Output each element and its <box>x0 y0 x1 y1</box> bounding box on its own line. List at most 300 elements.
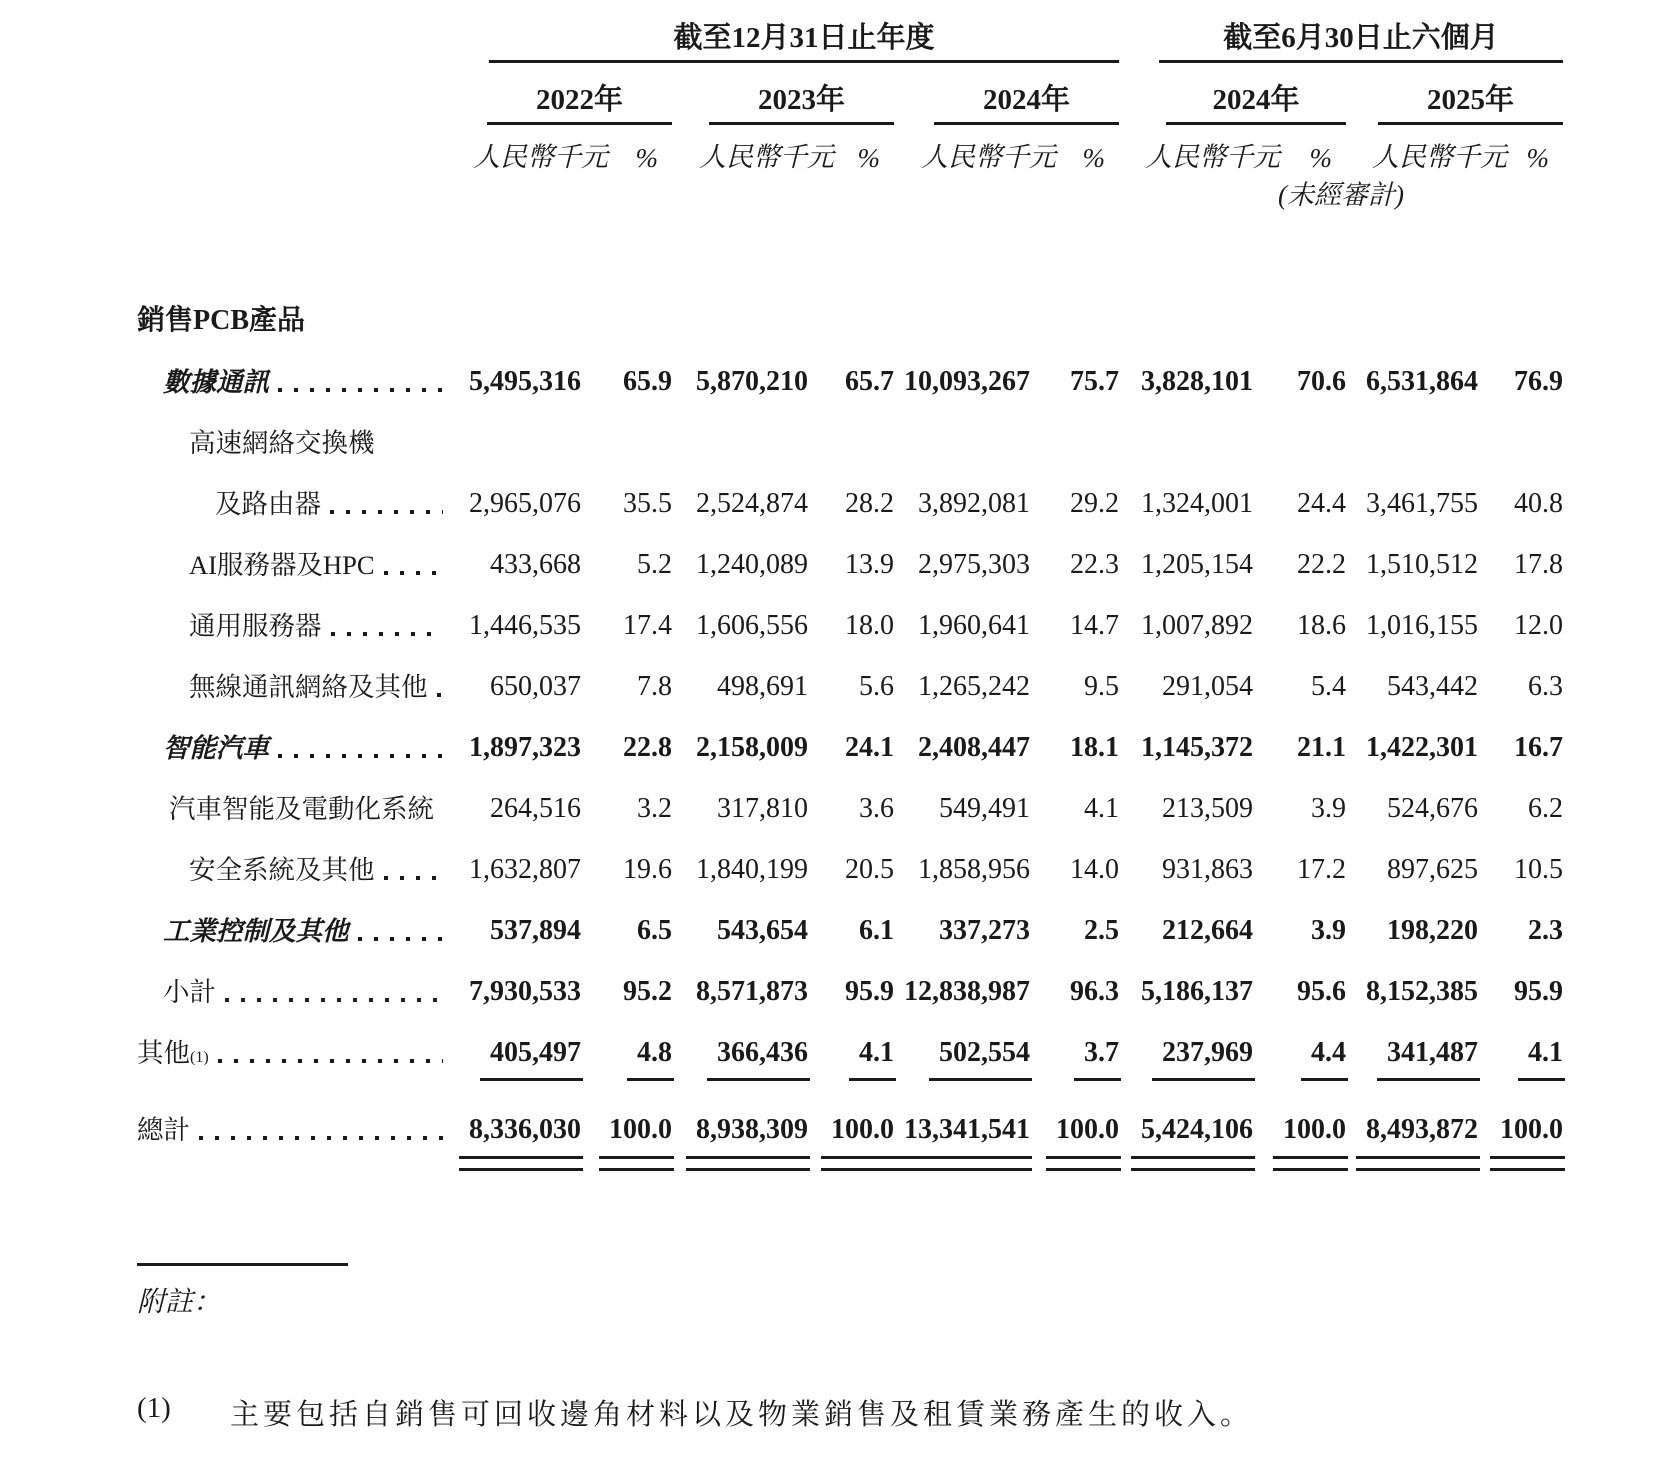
cell-value: 6,531,864 <box>1366 366 1478 397</box>
cell-value: 524,676 <box>1387 793 1478 824</box>
value-cell <box>1346 428 1478 470</box>
section-header-label: 銷售PCB產品 <box>137 305 306 336</box>
cell-value: 40.8 <box>1514 488 1563 519</box>
pct-cell <box>581 1038 672 1080</box>
cell-value: 4.1 <box>1084 793 1119 824</box>
pct-cell <box>1030 855 1119 897</box>
year-label-2024: 2024年 <box>934 79 1119 125</box>
table-row <box>137 653 1668 714</box>
table-row <box>137 836 1668 897</box>
row-label-cell <box>137 855 447 897</box>
pct-cell <box>808 916 894 958</box>
value-cell <box>1119 611 1253 653</box>
cell-value: 5,186,137 <box>1141 976 1253 1007</box>
pct-cell <box>581 916 672 958</box>
cell-value: 212,664 <box>1162 915 1253 946</box>
cell-value: 35.5 <box>623 488 672 519</box>
cell-value: 95.2 <box>623 976 672 1007</box>
value-cell <box>1119 367 1253 409</box>
cell-value: 549,491 <box>939 793 1030 824</box>
cell-value: 3.6 <box>859 793 894 824</box>
cell-value: 213,509 <box>1162 793 1253 824</box>
value-cell <box>894 733 1030 775</box>
row-label-sup: (1) <box>190 1049 209 1066</box>
value-cell <box>447 1115 581 1157</box>
pct-cell <box>581 367 672 409</box>
value-cell <box>1346 977 1478 1019</box>
pct-cell <box>1478 672 1563 714</box>
cell-value: 9.5 <box>1084 671 1119 702</box>
table-row <box>137 775 1668 836</box>
cell-value: 6.1 <box>859 915 894 946</box>
cell-value: 22.2 <box>1297 549 1346 580</box>
pct-cell <box>808 794 894 836</box>
value-cell <box>672 611 808 653</box>
cell-value: 75.7 <box>1070 366 1119 397</box>
pct-cell <box>808 550 894 592</box>
pct-cell <box>1478 916 1563 958</box>
row-label: 及路由器 <box>215 489 321 519</box>
table-row <box>137 1019 1668 1080</box>
unit-label-rmb-3: 人民幣千元 <box>921 142 1056 172</box>
value-cell <box>672 1038 808 1080</box>
unit-label-pct-4: % <box>1309 143 1332 173</box>
cell-value: 8,336,030 <box>469 1114 581 1145</box>
row-label-cell <box>137 733 447 775</box>
cell-value: 5,424,106 <box>1141 1114 1253 1145</box>
value-cell <box>1346 550 1478 592</box>
value-cell <box>894 855 1030 897</box>
cell-value: 650,037 <box>490 671 581 702</box>
cell-value: 2,975,303 <box>918 549 1030 580</box>
unit-label-pct-5: % <box>1526 143 1549 173</box>
pct-cell <box>1253 855 1346 897</box>
cell-value: 341,487 <box>1387 1037 1478 1068</box>
cell-value: 18.6 <box>1297 610 1346 641</box>
table-row <box>137 714 1668 775</box>
value-cell <box>447 733 581 775</box>
pct-cell <box>581 611 672 653</box>
cell-value: 16.7 <box>1514 732 1563 763</box>
value-cell <box>894 428 1030 470</box>
cell-value: 1,324,001 <box>1141 488 1253 519</box>
cell-value: 7,930,533 <box>469 976 581 1007</box>
cell-value: 24.1 <box>845 732 894 763</box>
row-label: 汽車智能及電動化系統 <box>169 794 434 824</box>
pct-cell <box>1030 1038 1119 1080</box>
row-label-cell <box>137 1038 447 1080</box>
row-label-cell <box>137 550 447 592</box>
pct-cell <box>1253 1038 1346 1080</box>
pct-cell <box>808 855 894 897</box>
pct-cell <box>1253 611 1346 653</box>
cell-value: 498,691 <box>717 671 808 702</box>
cell-value: 6.5 <box>637 915 672 946</box>
cell-value: 2,965,076 <box>469 488 581 519</box>
row-label-cell <box>137 916 447 958</box>
cell-value: 17.4 <box>623 610 672 641</box>
cell-value: 24.4 <box>1297 488 1346 519</box>
cell-value: 3,892,081 <box>918 488 1030 519</box>
value-cell <box>672 794 808 836</box>
pct-cell <box>808 672 894 714</box>
value-cell <box>1346 1038 1478 1080</box>
value-cell <box>1119 428 1253 470</box>
pct-cell <box>808 489 894 531</box>
pct-cell <box>581 1115 672 1157</box>
cell-value: 317,810 <box>717 793 808 824</box>
notes-label: 附註： <box>137 1287 222 1318</box>
cell-value: 8,152,385 <box>1366 976 1478 1007</box>
leader-dots <box>199 1136 443 1140</box>
value-cell <box>672 916 808 958</box>
cell-value: 65.9 <box>623 366 672 397</box>
unit-label-rmb-2: 人民幣千元 <box>699 142 834 172</box>
cell-value: 65.7 <box>845 366 894 397</box>
pct-cell <box>1253 489 1346 531</box>
value-cell <box>447 977 581 1019</box>
value-cell <box>447 428 581 470</box>
row-label-cell <box>137 794 447 836</box>
unit-label-pct-3: % <box>1082 143 1105 173</box>
row-label: AI服務器及HPC <box>189 550 375 580</box>
pct-cell <box>1030 977 1119 1019</box>
cell-value: 10,093,267 <box>904 366 1030 397</box>
footnote-item <box>137 1392 1668 1433</box>
footnote-block <box>137 1263 1668 1433</box>
leader-dots <box>384 571 443 575</box>
cell-value: 8,571,873 <box>696 976 808 1007</box>
pct-cell <box>1253 916 1346 958</box>
value-cell <box>894 489 1030 531</box>
pct-cell <box>1030 611 1119 653</box>
cell-value: 17.2 <box>1297 854 1346 885</box>
value-cell <box>1119 916 1253 958</box>
value-cell <box>1119 733 1253 775</box>
year-cell-2025-interim <box>1346 79 1563 125</box>
value-cell <box>894 1115 1030 1157</box>
cell-value: 4.4 <box>1311 1037 1346 1068</box>
cell-value: 8,493,872 <box>1366 1114 1478 1145</box>
cell-value: 1,422,301 <box>1366 732 1478 763</box>
cell-value: 14.7 <box>1070 610 1119 641</box>
value-cell <box>447 672 581 714</box>
year-cell-2024-interim <box>1119 79 1346 125</box>
pct-cell <box>581 977 672 1019</box>
pct-cell <box>1478 1115 1563 1157</box>
cell-value: 291,054 <box>1162 671 1253 702</box>
row-label-cell <box>137 367 447 409</box>
table-body <box>137 348 1668 1157</box>
cell-value: 931,863 <box>1162 854 1253 885</box>
value-cell <box>1119 489 1253 531</box>
cell-value: 100.0 <box>1056 1114 1119 1145</box>
cell-value: 1,960,641 <box>918 610 1030 641</box>
value-cell <box>894 794 1030 836</box>
pct-cell <box>1478 977 1563 1019</box>
year-label-2024-interim: 2024年 <box>1166 79 1346 125</box>
year-cell-2023 <box>672 79 894 125</box>
pct-cell <box>581 489 672 531</box>
value-cell <box>447 611 581 653</box>
period-annual-label: 截至12月31日止年度 <box>489 18 1119 63</box>
cell-value: 100.0 <box>1500 1114 1563 1145</box>
leader-dots <box>358 937 444 941</box>
row-label: 高速網絡交換機 <box>189 428 375 458</box>
cell-value: 100.0 <box>1283 1114 1346 1145</box>
row-label-cell <box>137 1115 447 1157</box>
cell-value: 1,840,199 <box>696 854 808 885</box>
value-cell <box>1346 855 1478 897</box>
cell-value: 1,205,154 <box>1141 549 1253 580</box>
cell-value: 1,606,556 <box>696 610 808 641</box>
table-row <box>137 1096 1668 1157</box>
cell-value: 100.0 <box>609 1114 672 1145</box>
pct-cell <box>808 367 894 409</box>
cell-value: 405,497 <box>490 1037 581 1068</box>
cell-value: 7.8 <box>637 671 672 702</box>
cell-value: 4.1 <box>859 1037 894 1068</box>
value-cell <box>447 489 581 531</box>
pct-cell <box>1253 1115 1346 1157</box>
year-header-row <box>137 79 1668 125</box>
cell-value: 5,495,316 <box>469 366 581 397</box>
cell-value: 8,938,309 <box>696 1114 808 1145</box>
cell-value: 1,145,372 <box>1141 732 1253 763</box>
cell-value: 1,632,807 <box>469 854 581 885</box>
value-cell <box>894 550 1030 592</box>
pct-cell <box>808 1038 894 1080</box>
leader-dots <box>331 632 444 636</box>
value-cell <box>1346 1115 1478 1157</box>
cell-value: 433,668 <box>490 549 581 580</box>
unaudited-spacer-1 <box>137 173 447 212</box>
pct-cell <box>1253 672 1346 714</box>
value-cell <box>672 489 808 531</box>
cell-value: 337,273 <box>939 915 1030 946</box>
cell-value: 5,870,210 <box>696 366 808 397</box>
section-header-cell <box>137 306 447 348</box>
row-label: 無線通訊網絡及其他 <box>189 672 428 702</box>
pct-cell <box>581 672 672 714</box>
value-cell <box>447 916 581 958</box>
unit-label-pct-2: % <box>857 143 880 173</box>
row-label: 小計 <box>163 977 216 1007</box>
cell-value: 1,510,512 <box>1366 549 1478 580</box>
value-cell <box>894 672 1030 714</box>
cell-value: 70.6 <box>1297 366 1346 397</box>
cell-value: 537,894 <box>490 915 581 946</box>
cell-value: 4.8 <box>637 1037 672 1068</box>
cell-value: 2.3 <box>1528 915 1563 946</box>
pct-cell <box>1030 428 1119 470</box>
footnote-rule <box>137 1263 348 1266</box>
leader-dots <box>278 388 443 392</box>
cell-value: 5.6 <box>859 671 894 702</box>
pct-cell <box>1253 794 1346 836</box>
pct-cell <box>1478 550 1563 592</box>
cell-value: 198,220 <box>1387 915 1478 946</box>
row-label: 其他 <box>137 1038 190 1068</box>
pct-cell <box>1030 794 1119 836</box>
value-cell <box>672 550 808 592</box>
cell-value: 1,265,242 <box>918 671 1030 702</box>
value-cell <box>894 1038 1030 1080</box>
cell-value: 3.9 <box>1311 915 1346 946</box>
cell-value: 3.9 <box>1311 793 1346 824</box>
cell-value: 1,240,089 <box>696 549 808 580</box>
cell-value: 5.4 <box>1311 671 1346 702</box>
unit-label-rmb-1: 人民幣千元 <box>473 142 608 172</box>
pct-cell <box>1478 794 1563 836</box>
value-cell <box>447 855 581 897</box>
value-cell <box>672 428 808 470</box>
cell-value: 95.9 <box>845 976 894 1007</box>
value-cell <box>1346 489 1478 531</box>
pct-cell <box>1253 550 1346 592</box>
value-cell <box>894 611 1030 653</box>
pct-cell <box>1478 367 1563 409</box>
table-row <box>137 592 1668 653</box>
unit-label-rmb-5: 人民幣千元 <box>1372 142 1507 172</box>
year-label-2023: 2023年 <box>709 79 894 125</box>
cell-value: 21.1 <box>1297 732 1346 763</box>
cell-value: 100.0 <box>831 1114 894 1145</box>
pct-cell <box>581 550 672 592</box>
cell-value: 2,524,874 <box>696 488 808 519</box>
cell-value: 19.6 <box>623 854 672 885</box>
value-cell <box>447 367 581 409</box>
leader-dots <box>384 876 444 880</box>
cell-value: 897,625 <box>1387 854 1478 885</box>
cell-value: 29.2 <box>1070 488 1119 519</box>
value-cell <box>447 550 581 592</box>
value-cell <box>447 794 581 836</box>
cell-value: 6.2 <box>1528 793 1563 824</box>
pct-cell <box>1253 428 1346 470</box>
cell-value: 2,408,447 <box>918 732 1030 763</box>
value-cell <box>672 1115 808 1157</box>
pct-cell <box>1478 733 1563 775</box>
pct-cell <box>1030 672 1119 714</box>
table-row <box>137 958 1668 1019</box>
cell-value: 366,436 <box>717 1037 808 1068</box>
pct-cell <box>1478 1038 1563 1080</box>
pct-cell <box>1478 855 1563 897</box>
pct-cell <box>581 428 672 470</box>
row-label: 智能汽車 <box>163 733 269 763</box>
unit-label-pct-1: % <box>635 143 658 173</box>
cell-value: 3.7 <box>1084 1037 1119 1068</box>
leader-dots <box>330 510 443 514</box>
value-cell <box>1119 977 1253 1019</box>
pct-cell <box>1253 977 1346 1019</box>
value-cell <box>447 1038 581 1080</box>
table-row <box>137 409 1668 470</box>
value-cell <box>1346 672 1478 714</box>
value-cell <box>672 733 808 775</box>
pct-cell <box>1478 611 1563 653</box>
cell-value: 12.0 <box>1514 610 1563 641</box>
pct-cell <box>1030 367 1119 409</box>
value-cell <box>1346 794 1478 836</box>
value-cell <box>672 367 808 409</box>
pct-cell <box>1030 550 1119 592</box>
pct-cell <box>1030 733 1119 775</box>
row-label: 總計 <box>137 1115 190 1145</box>
cell-value: 5.2 <box>637 549 672 580</box>
pct-cell <box>1478 428 1563 470</box>
pct-cell <box>1253 733 1346 775</box>
leader-dots <box>225 998 443 1002</box>
period-header-row <box>137 18 1668 63</box>
cell-value: 13.9 <box>845 549 894 580</box>
value-cell <box>1119 672 1253 714</box>
leader-dots <box>278 754 443 758</box>
unit-label-rmb-4: 人民幣千元 <box>1145 142 1280 172</box>
value-cell <box>1346 367 1478 409</box>
cell-value: 1,858,956 <box>918 854 1030 885</box>
value-cell <box>894 977 1030 1019</box>
value-cell <box>1119 794 1253 836</box>
value-cell <box>1119 1038 1253 1080</box>
cell-value: 95.6 <box>1297 976 1346 1007</box>
year-label-2022: 2022年 <box>487 79 672 125</box>
row-label: 工業控制及其他 <box>163 916 349 946</box>
unaudited-spacer-2 <box>447 173 1119 212</box>
value-cell <box>894 367 1030 409</box>
cell-value: 4.1 <box>1528 1037 1563 1068</box>
cell-value: 10.5 <box>1514 854 1563 885</box>
table-row <box>137 348 1668 409</box>
cell-value: 3,828,101 <box>1141 366 1253 397</box>
cell-value: 237,969 <box>1162 1037 1253 1068</box>
pct-cell <box>1030 916 1119 958</box>
table-row <box>137 531 1668 592</box>
pct-cell <box>1030 1115 1119 1157</box>
pct-cell <box>808 1115 894 1157</box>
row-label: 安全系統及其他 <box>189 855 375 885</box>
cell-value: 1,007,892 <box>1141 610 1253 641</box>
pct-cell <box>808 428 894 470</box>
leader-dots <box>218 1059 443 1063</box>
period-interim-cell <box>1119 18 1563 63</box>
cell-value: 18.0 <box>845 610 894 641</box>
cell-value: 14.0 <box>1070 854 1119 885</box>
period-interim-label: 截至6月30日止六個月 <box>1159 18 1563 63</box>
row-label: 通用服務器 <box>189 611 322 641</box>
pct-cell <box>581 855 672 897</box>
cell-value: 28.2 <box>845 488 894 519</box>
value-cell <box>1119 855 1253 897</box>
cell-value: 2,158,009 <box>696 732 808 763</box>
cell-value: 18.1 <box>1070 732 1119 763</box>
pct-cell <box>1253 367 1346 409</box>
leader-dots <box>437 693 444 697</box>
row-label-cell <box>137 672 447 714</box>
value-cell <box>1119 1115 1253 1157</box>
cell-value: 22.8 <box>623 732 672 763</box>
row-label-cell <box>137 428 447 470</box>
period-annual-cell <box>447 18 1119 63</box>
pct-cell <box>808 977 894 1019</box>
year-cell-2022 <box>447 79 672 125</box>
row-label-cell <box>137 611 447 653</box>
value-cell <box>1346 733 1478 775</box>
value-cell <box>672 672 808 714</box>
cell-value: 22.3 <box>1070 549 1119 580</box>
pct-cell <box>808 611 894 653</box>
